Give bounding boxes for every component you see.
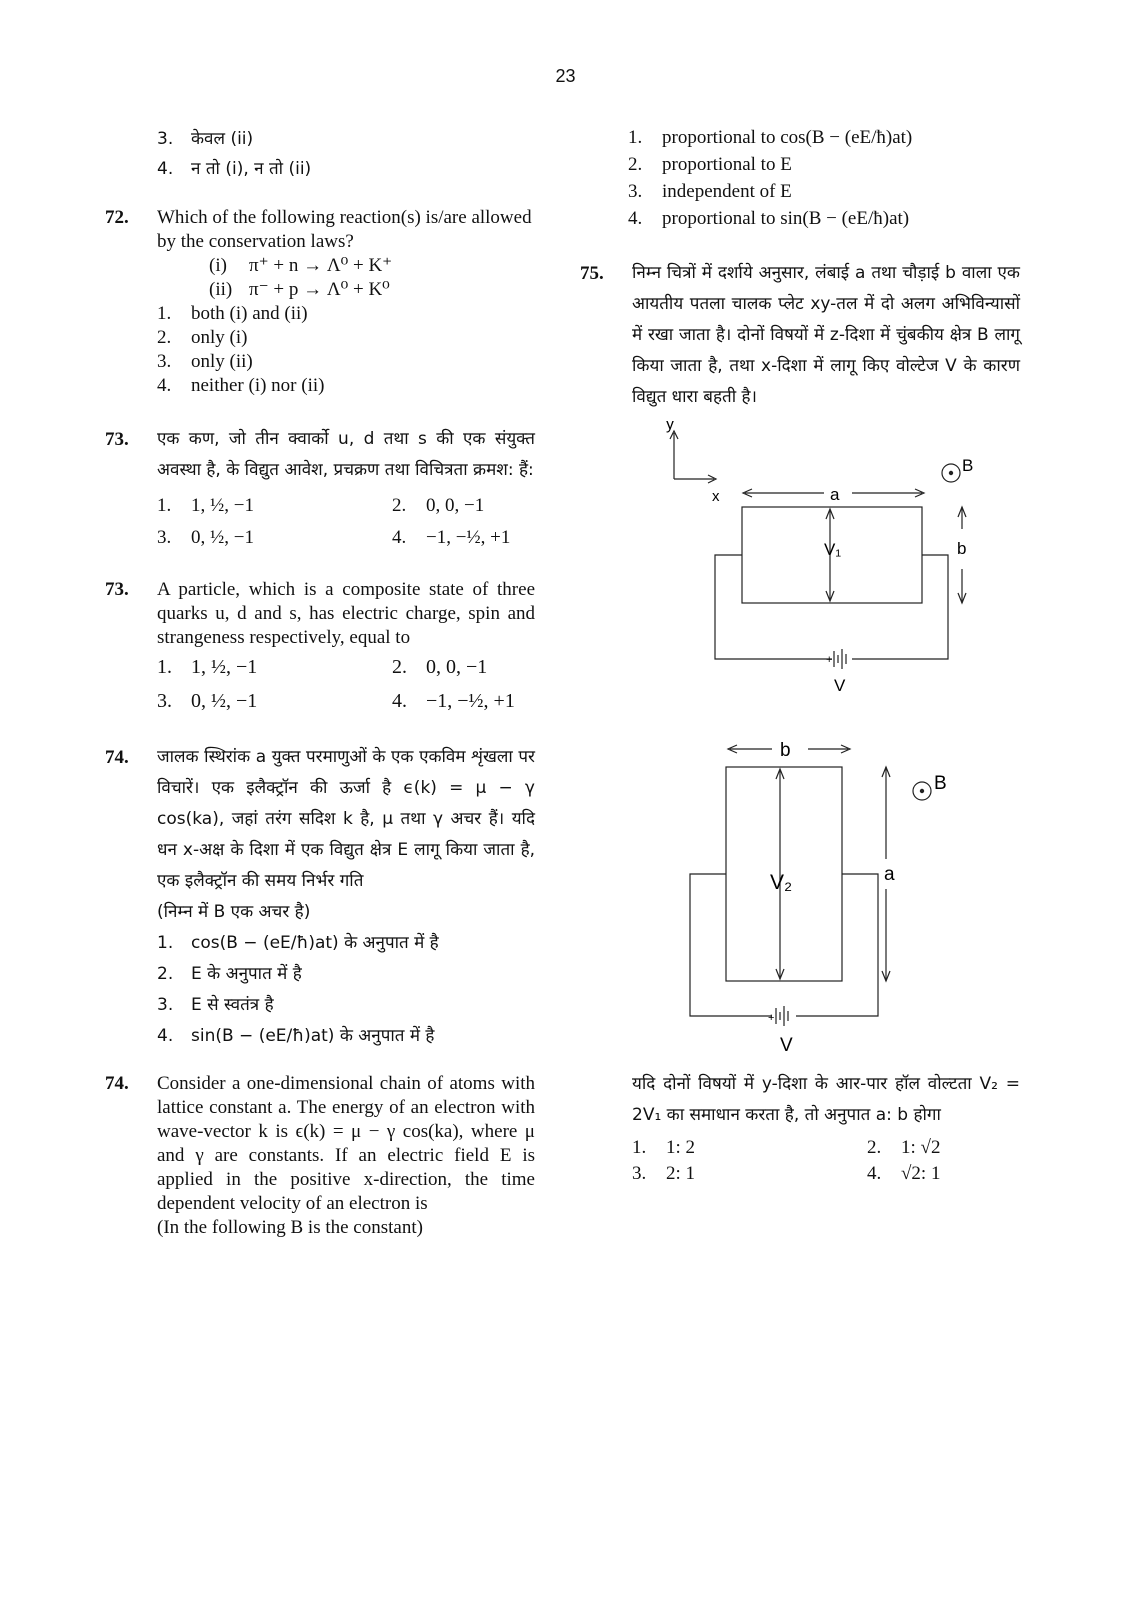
question-number: 73. xyxy=(105,579,129,600)
question-number: 74. xyxy=(105,747,129,768)
question-73-hindi xyxy=(105,424,535,486)
label-plus: + xyxy=(826,654,833,666)
option: 3. 2: 1 xyxy=(632,1163,696,1184)
option: 1. both (i) and (ii) xyxy=(157,303,308,324)
reaction-list xyxy=(157,254,535,302)
reaction: (i) π⁺ + n → Λ⁰ + K⁺ xyxy=(209,255,393,276)
reaction: (ii) π⁻ + p → Λ⁰ + K⁰ xyxy=(209,279,390,300)
question-note: (In the following B is the constant) xyxy=(157,1217,423,1238)
right-column xyxy=(580,124,1020,1187)
question-text: A particle, which is a composite state of three quarks u, d and s, has electric charge, spin and strangeness respectively, equal to xyxy=(157,579,535,648)
question-text: एक कण, जो तीन क्वार्को u, d तथा s की एक संयुक्त अवस्था है, के विद्युत आवेश, प्रचक्रण तथा विचित्रता क्रमश: हैं: xyxy=(157,429,535,480)
option: 1. 1: 2 xyxy=(632,1137,696,1158)
option: 4. −1, −½, +1 xyxy=(392,690,515,712)
label-v1: V₁ xyxy=(824,540,842,559)
option: 4. proportional to sin(B − (eE/ħ)at) xyxy=(628,208,910,229)
option: 1. proportional to cos(B − (eE/ħ)at) xyxy=(628,127,913,148)
label-V: V xyxy=(780,1035,793,1056)
label-B: B xyxy=(934,773,947,794)
option: 3. 0, ½, −1 xyxy=(157,527,254,548)
label-b: b xyxy=(780,740,791,761)
option: 2. 0, 0, −1 xyxy=(392,495,485,516)
option: 2. proportional to E xyxy=(628,154,792,175)
option: 3. independent of E xyxy=(628,181,792,202)
question-text: Which of the following reaction(s) is/are allowed by the conservation laws? xyxy=(157,207,532,252)
question-75 xyxy=(580,258,1020,413)
option: 2. only (i) xyxy=(157,327,248,348)
question-number: 72. xyxy=(105,207,129,228)
carry-over-options xyxy=(157,124,535,184)
label-a: a xyxy=(830,485,840,504)
question-74-english xyxy=(105,1072,535,1240)
question-text: निम्न चित्रों में दर्शाये अनुसार, लंबाई a तथा चौड़ाई b वाला एक आयतीय पतला चालक प्लेट xy-तल में दो अलग अभिविन्यासों में रखा जाता है। दोनों विषयों में z-दिशा में चुंबकीय क्षेत्र B लागू किया जाता है, तथा x-दिशा में लागू किए वोल्टेज V के कारण विद्युत धारा बहती है। xyxy=(632,263,1020,407)
option: 3. E से स्वतंत्र है xyxy=(157,995,274,1015)
hall-figure-2 xyxy=(580,729,1020,1059)
options-74-hindi xyxy=(157,928,535,1052)
left-column xyxy=(105,124,535,1240)
option: 3. 0, ½, −1 xyxy=(157,690,258,712)
question-74-hindi xyxy=(105,742,535,928)
question-75-prompt: यदि दोनों विषयों में y-दिशा के आर-पार हॉल वोल्टता V₂ = 2V₁ का समाधान करता है, तो अनुपात a: b होगा xyxy=(632,1074,1020,1125)
option: 4. neither (i) nor (ii) xyxy=(157,375,325,396)
option: 1. 1, ½, −1 xyxy=(157,495,254,516)
options-75 xyxy=(632,1135,1020,1187)
question-number: 73. xyxy=(105,429,129,450)
question-text: जालक स्थिरांक a युक्त परमाणुओं के एक एकविम शृंखला पर विचारें। एक इलैक्ट्रॉन की ऊर्जा है ϵ(k) = μ − γ cos(ka), जहां तरंग सदिश k है, μ तथा γ अचर हैं। यदि धन x-अक्ष के दिशा में एक विद्युत क्षेत्र E लागू किया जाता है, एक इलैक्ट्रॉन की समय निर्भर गति xyxy=(157,747,535,891)
label-B: B xyxy=(962,456,974,475)
battery-icon xyxy=(776,1006,788,1026)
label-plus: + xyxy=(768,1012,775,1024)
question-72 xyxy=(105,206,535,254)
page-number: 23 xyxy=(555,66,576,86)
wire-left xyxy=(715,555,832,659)
option: 1. cos(B − (eE/ħ)at) के अनुपात में है xyxy=(157,933,439,953)
option: 4. −1, −½, +1 xyxy=(392,527,511,548)
option: 4. sin(B − (eE/ħ)at) के अनुपात में है xyxy=(157,1026,435,1046)
label-v2: V₂ xyxy=(770,871,793,894)
question-number: 75. xyxy=(580,263,604,284)
question-number: 74. xyxy=(105,1073,129,1094)
options-73-english xyxy=(157,650,535,718)
wire-right xyxy=(852,555,948,659)
label-x: x xyxy=(712,488,720,505)
label-a: a xyxy=(884,864,895,885)
wire-right xyxy=(796,874,878,1016)
wire-left xyxy=(690,874,772,1016)
battery-icon xyxy=(834,649,846,669)
question-text: Consider a one-dimensional chain of atoms with lattice constant a. The energy of an electron with wave-vector k is ϵ(k) = μ − γ cos(ka), where μ and γ are constants. If an electric field E is applied in the positive x-direction, the time dependent velocity of an electron is xyxy=(157,1073,535,1214)
options-73-hindi xyxy=(157,490,535,554)
option: 4. न तो (i), न तो (ii) xyxy=(157,159,312,179)
option: 4. √2: 1 xyxy=(867,1163,941,1184)
question-note: (निम्न में B एक अचर है) xyxy=(157,902,311,922)
option: 2. 1: √2 xyxy=(867,1137,941,1158)
question-73-english xyxy=(105,578,535,650)
option: 3. केवल (ii) xyxy=(157,129,254,149)
option: 2. 0, 0, −1 xyxy=(392,656,488,678)
option: 3. only (ii) xyxy=(157,351,253,372)
option: 1. 1, ½, −1 xyxy=(157,656,258,678)
hall-figure-1 xyxy=(580,421,1020,721)
options-74-english xyxy=(628,124,1020,232)
option: 2. E के अनुपात में है xyxy=(157,964,302,984)
label-b: b xyxy=(957,539,967,558)
label-V: V xyxy=(834,676,846,695)
label-y: y xyxy=(666,421,674,433)
options-72 xyxy=(157,302,535,398)
